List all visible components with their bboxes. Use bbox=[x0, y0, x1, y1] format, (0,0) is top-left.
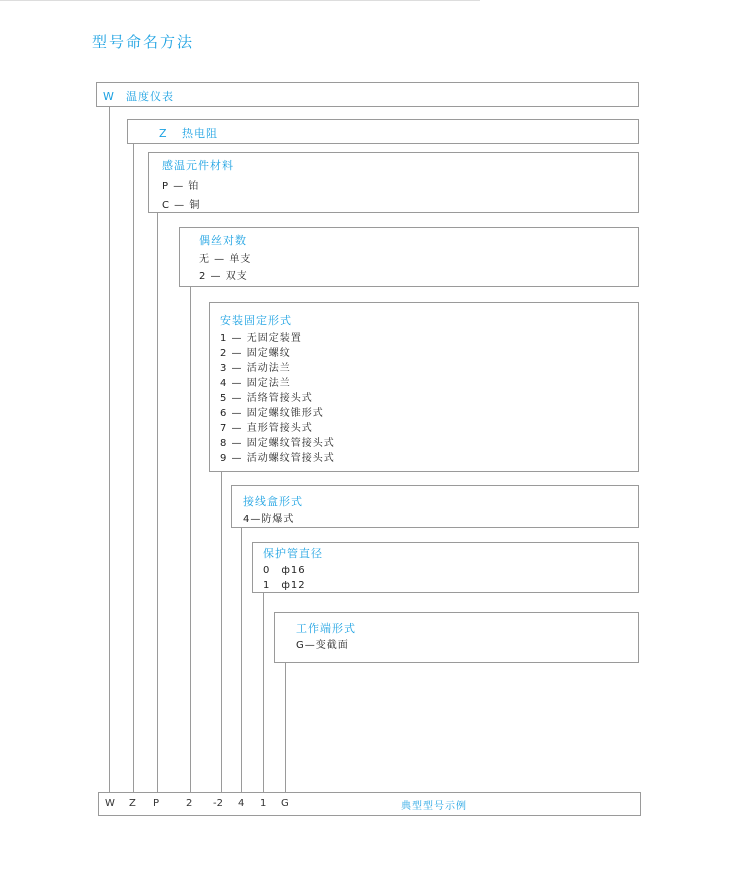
material-option: C — 铜 bbox=[162, 200, 201, 211]
connector-junction bbox=[241, 528, 242, 792]
example-box bbox=[98, 792, 641, 816]
workend-title: 工作端形式 bbox=[296, 622, 356, 635]
example-char: P bbox=[153, 798, 160, 809]
junction-title: 接线盒形式 bbox=[243, 495, 303, 508]
material-option: P — 铂 bbox=[162, 181, 200, 192]
mounting-option: 5 — 活络管接头式 bbox=[220, 393, 313, 404]
level2-heading bbox=[159, 125, 218, 141]
level2-code: Z bbox=[159, 127, 168, 140]
level2-label: 热电阻 bbox=[182, 127, 218, 140]
level1-label: 温度仪表 bbox=[126, 90, 174, 103]
connector-w bbox=[109, 107, 110, 792]
page-title: 型号命名方法 bbox=[92, 33, 195, 51]
example-char: G bbox=[281, 798, 289, 809]
level1-box bbox=[96, 82, 639, 107]
connector-mounting bbox=[221, 472, 222, 792]
connector-tube bbox=[263, 593, 264, 792]
example-char: 1 bbox=[260, 798, 267, 809]
connector-workend bbox=[285, 663, 286, 792]
mounting-option: 8 — 固定螺纹管接头式 bbox=[220, 438, 335, 449]
connector-material bbox=[157, 213, 158, 792]
mounting-option: 3 — 活动法兰 bbox=[220, 363, 291, 374]
connector-z bbox=[133, 144, 134, 792]
tube-option: 0 ф16 bbox=[263, 565, 306, 576]
mounting-option: 7 — 直形管接头式 bbox=[220, 423, 313, 434]
tube-option: 1 ф12 bbox=[263, 580, 306, 591]
material-title: 感温元件材料 bbox=[162, 159, 234, 172]
example-label: 典型型号示例 bbox=[401, 801, 467, 812]
pairs-option: 2 — 双支 bbox=[199, 271, 248, 282]
example-char: 2 bbox=[186, 798, 193, 809]
pairs-option: 无 — 单支 bbox=[199, 254, 252, 265]
example-char: 4 bbox=[238, 798, 245, 809]
mounting-option: 1 — 无固定装置 bbox=[220, 333, 302, 344]
example-char: W bbox=[105, 798, 115, 809]
mounting-title: 安装固定形式 bbox=[220, 314, 292, 327]
mounting-option: 2 — 固定螺纹 bbox=[220, 348, 291, 359]
workend-option: G—变截面 bbox=[296, 640, 349, 651]
top-rule bbox=[0, 0, 480, 1]
level1-heading bbox=[103, 88, 174, 104]
mounting-option: 4 — 固定法兰 bbox=[220, 378, 291, 389]
example-char: -2 bbox=[213, 798, 223, 809]
pairs-title: 偶丝对数 bbox=[199, 234, 247, 247]
tube-title: 保护管直径 bbox=[263, 547, 323, 560]
junction-option: 4—防爆式 bbox=[243, 514, 295, 525]
mounting-option: 9 — 活动螺纹管接头式 bbox=[220, 453, 335, 464]
mounting-option: 6 — 固定螺纹锥形式 bbox=[220, 408, 324, 419]
connector-pairs bbox=[190, 287, 191, 792]
example-char: Z bbox=[129, 798, 136, 809]
level1-code: W bbox=[103, 90, 115, 103]
